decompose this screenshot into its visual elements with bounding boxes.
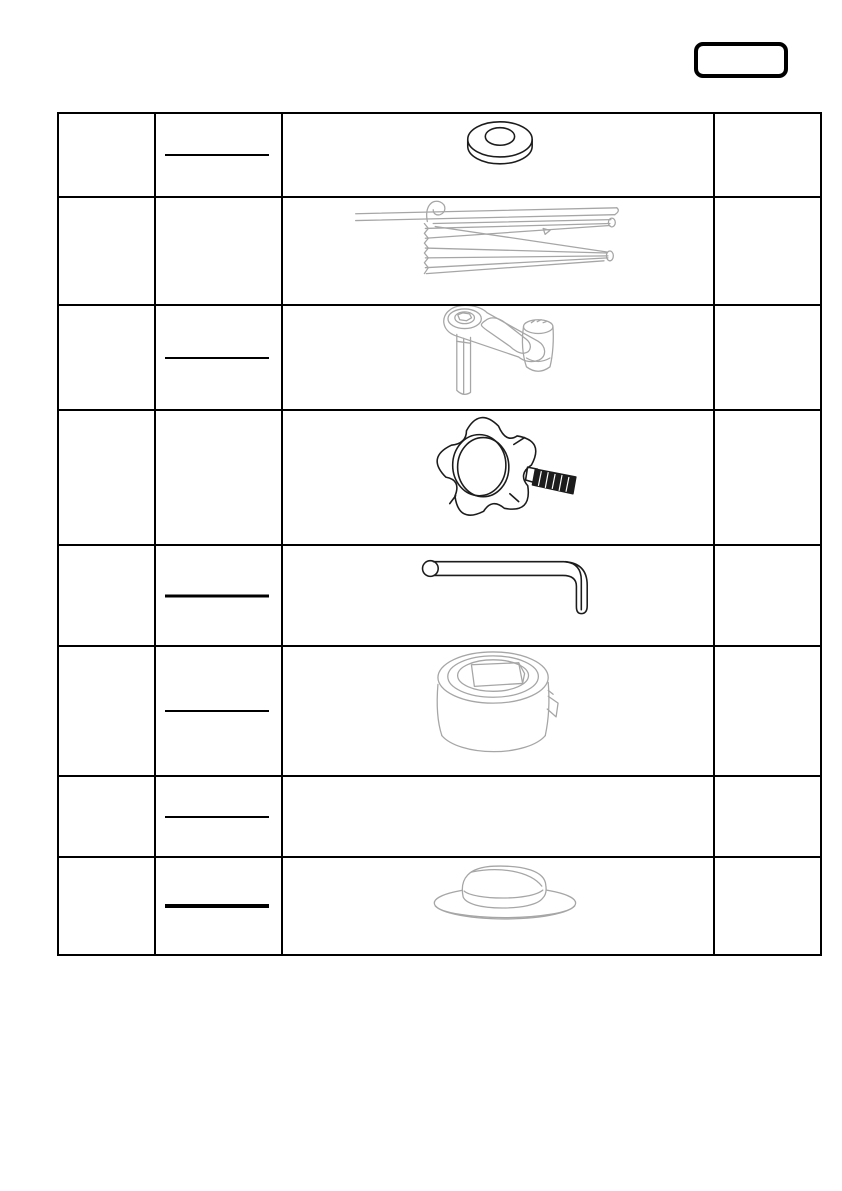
qty-cell (715, 114, 820, 198)
item-cell (59, 198, 156, 306)
blank-label-line (165, 357, 269, 359)
star-knob-bolt-drawing (283, 411, 713, 544)
qty-cell (715, 647, 820, 777)
blank-label-line (165, 710, 269, 712)
qty-cell (715, 546, 820, 647)
illustration-cell (283, 858, 715, 954)
crank-handle-drawing (283, 306, 713, 409)
label-cell (156, 306, 283, 411)
blank-label-line (165, 594, 269, 597)
label-cell (156, 777, 283, 858)
illustration-cell (283, 546, 715, 647)
base-cone-cover-drawing (283, 858, 713, 954)
qty-cell (715, 777, 820, 858)
qty-cell (715, 198, 820, 306)
item-cell (59, 777, 156, 858)
illustration-cell (283, 114, 715, 198)
flat-washer-drawing (283, 114, 713, 196)
illustration-cell (283, 411, 715, 546)
corner-label-box (694, 42, 788, 78)
qty-cell (715, 411, 820, 546)
label-cell (156, 411, 283, 546)
illustration-cell (283, 777, 715, 858)
qty-cell (715, 858, 820, 954)
qty-cell (715, 306, 820, 411)
item-cell (59, 546, 156, 647)
label-cell (156, 198, 283, 306)
label-cell (156, 546, 283, 647)
label-cell (156, 647, 283, 777)
illustration-cell (283, 198, 715, 306)
blank-label-line (165, 154, 269, 156)
blank-label-line (165, 816, 269, 818)
item-cell (59, 411, 156, 546)
label-cell (156, 114, 283, 198)
item-cell (59, 306, 156, 411)
locking-collar-drawing (283, 647, 713, 775)
blank-label-line (165, 904, 269, 908)
label-cell (156, 858, 283, 954)
parts-table (57, 112, 822, 956)
item-cell (59, 858, 156, 954)
illustration-cell (283, 647, 715, 777)
illustration-cell (283, 306, 715, 411)
item-cell (59, 647, 156, 777)
umbrella-rib-assembly-drawing (283, 198, 713, 304)
hex-key-drawing (283, 546, 713, 645)
item-cell (59, 114, 156, 198)
